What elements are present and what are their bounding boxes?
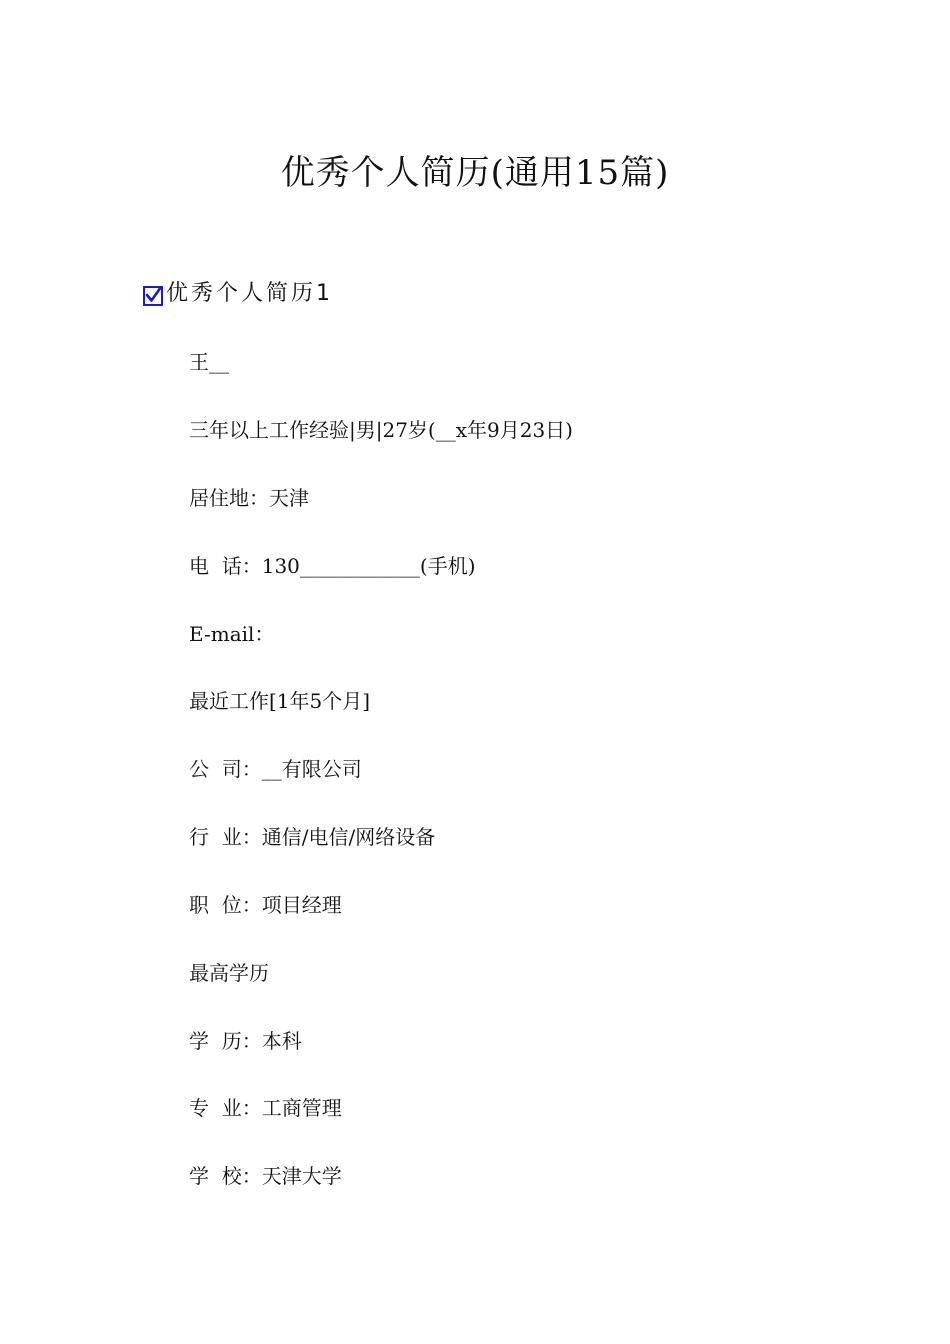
resume-company: 公 司：__有限公司 xyxy=(189,757,362,781)
resume-name: 王__ xyxy=(189,350,229,374)
resume-phone: 电 话：130____________(手机) xyxy=(189,554,476,578)
document-title: 优秀个人简历(通用15篇) xyxy=(280,153,670,193)
section-heading xyxy=(143,274,333,308)
section-heading-text: 优秀个人简历1 xyxy=(166,280,333,306)
resume-major: 专 业：工商管理 xyxy=(189,1096,342,1120)
resume-industry: 行 业：通信/电信/网络设备 xyxy=(189,825,436,849)
resume-position: 职 位：项目经理 xyxy=(189,893,342,917)
resume-email: E-mail： xyxy=(189,622,275,646)
resume-education-heading: 最高学历 xyxy=(189,961,269,985)
resume-residence: 居住地：天津 xyxy=(189,486,309,510)
checkbox-checked-icon xyxy=(143,286,163,306)
resume-summary: 三年以上工作经验|男|27岁(__x年9月23日) xyxy=(189,418,573,442)
resume-degree: 学 历：本科 xyxy=(189,1029,302,1053)
resume-recent-work: 最近工作[1年5个月] xyxy=(189,689,371,713)
resume-school: 学 校：天津大学 xyxy=(189,1164,342,1188)
